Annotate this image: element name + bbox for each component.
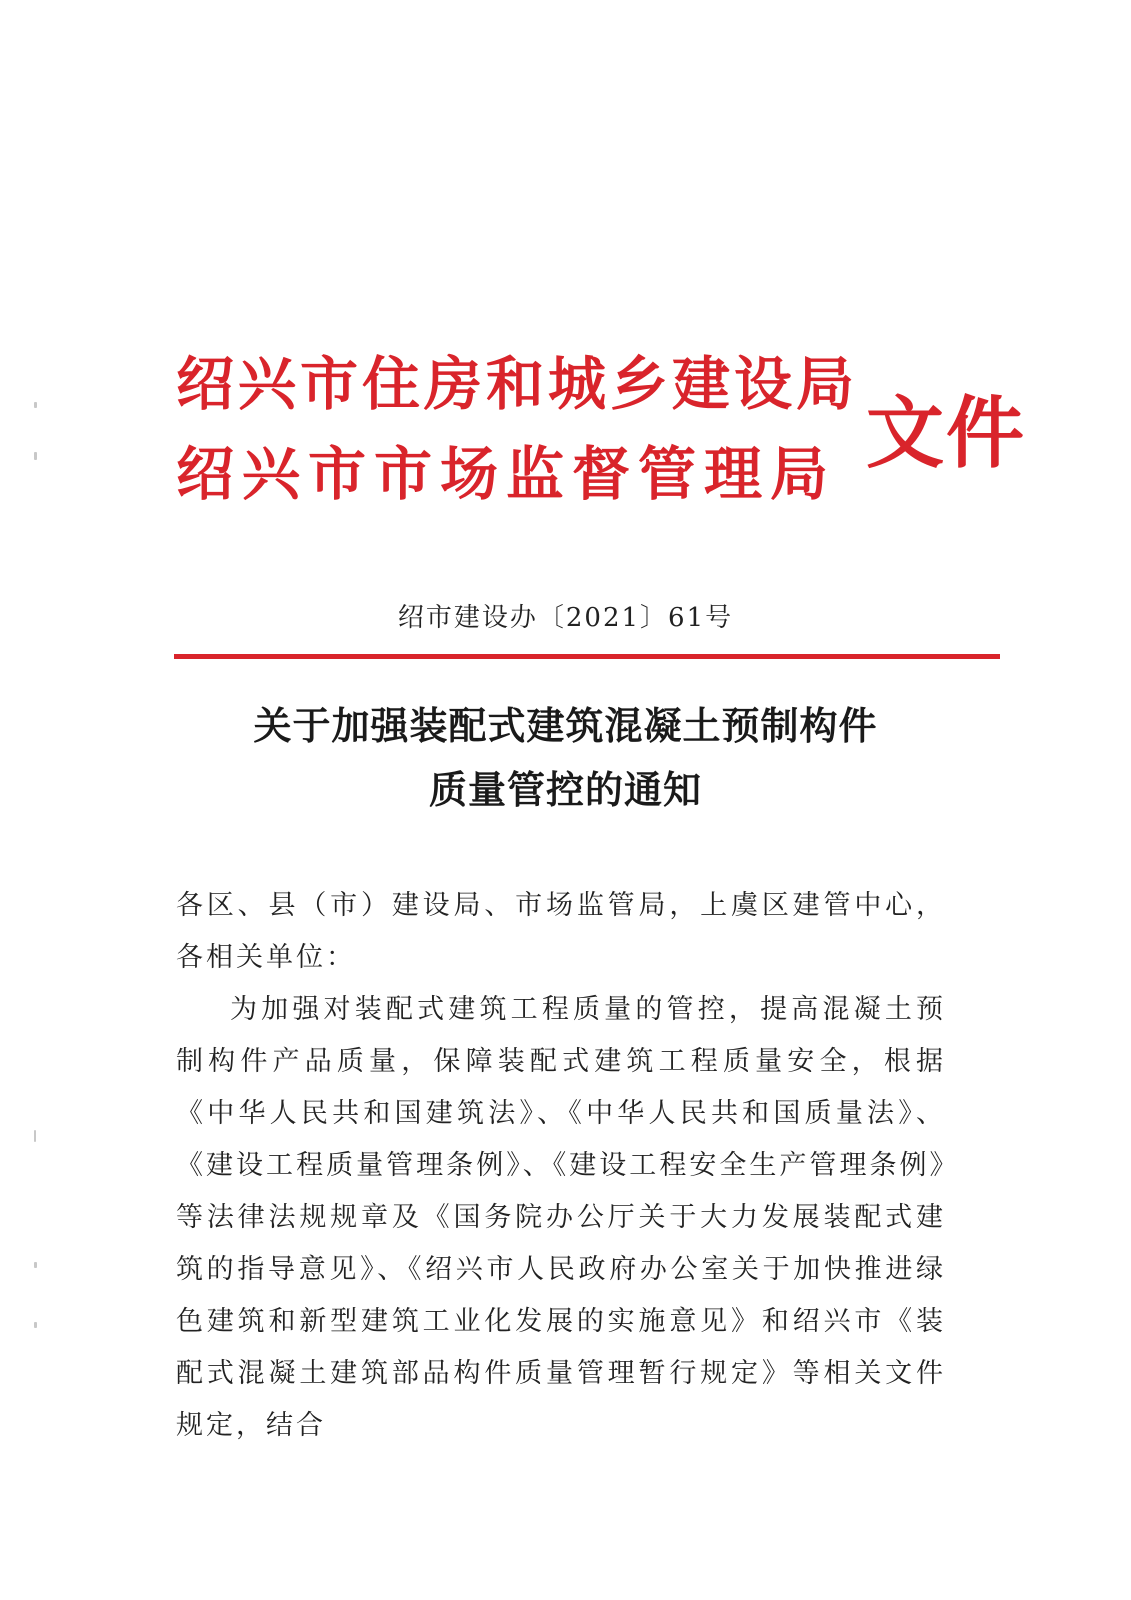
scan-speck: [34, 402, 37, 408]
issuer-line-1: 绍兴市住房和城乡建设局: [176, 350, 859, 418]
scan-speck: [34, 1130, 36, 1142]
scan-speck: [34, 1262, 37, 1268]
document-number: 绍市建设办〔2021〕61号: [397, 603, 734, 633]
salutation: 各区、县（市）建设局、市场监管局，上虞区建管中心，各相关单位：: [176, 890, 946, 973]
scan-speck: [34, 1322, 37, 1328]
red-separator-line: [174, 654, 1000, 659]
issuer-line-2: 绍兴市市场监督管理局: [176, 440, 837, 508]
document-title-line-2: 质量管控的通知: [428, 767, 702, 812]
document-word: 文件: [866, 389, 1027, 479]
document-title-line-1: 关于加强装配式建筑混凝土预制构件: [253, 703, 878, 748]
red-header: [176, 350, 1027, 512]
document-body: [176, 880, 946, 1452]
body-paragraph-1: 为加强对装配式建筑工程质量的管控，提高混凝土预制构件产品质量，保障装配式建筑工程质量安全，根据《中华人民共和国建筑法》、《中华人民共和国质量法》、《建设工程质量管理条例》、《建设工程安全生产管理条例》等法律法规规章及《国务院办公厅关于大力发展装配式建筑的指导意见》、《绍兴市人民政府办公室关于加快推进绿色建筑和新型建筑工业化发展的实施意见》和绍兴市《装配式混凝土建筑部品构件质量管理暂行规定》等相关文件规定，结合: [176, 994, 946, 1441]
scan-speck: [34, 452, 37, 460]
